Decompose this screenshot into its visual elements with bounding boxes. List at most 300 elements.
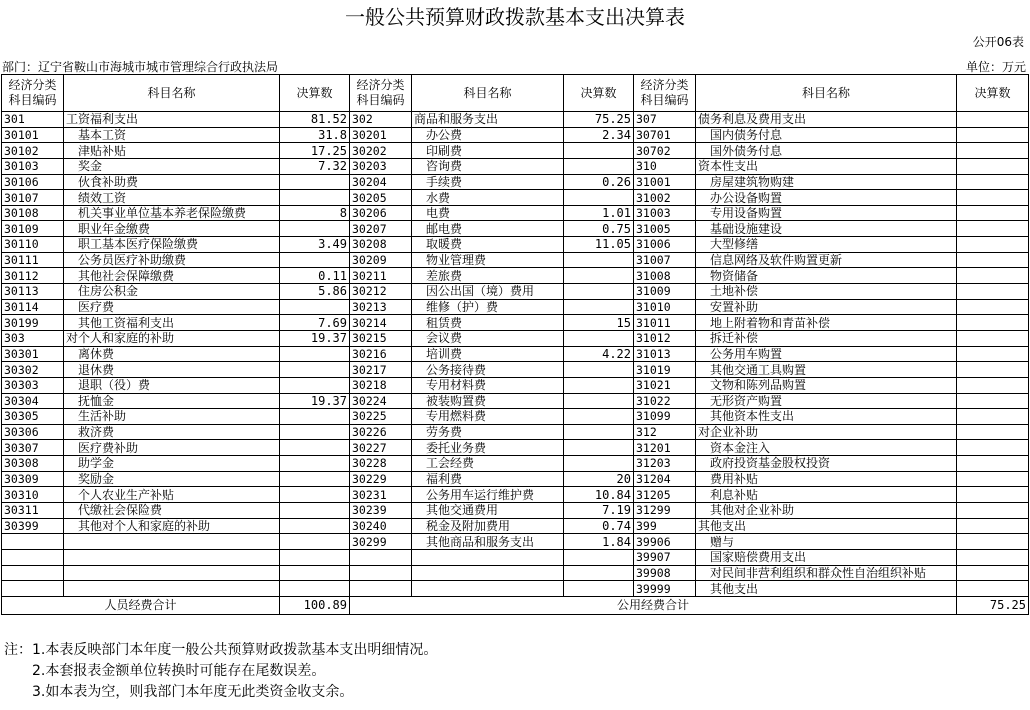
code-cell: 31203 bbox=[634, 456, 696, 472]
code-cell: 30101 bbox=[2, 127, 64, 143]
code-cell: 31010 bbox=[634, 299, 696, 315]
amount-cell: 19.37 bbox=[280, 330, 350, 346]
table-row bbox=[2, 299, 1029, 315]
table-row bbox=[2, 362, 1029, 378]
amount-cell bbox=[564, 143, 634, 159]
amount-cell: 75.25 bbox=[564, 112, 634, 128]
name-cell: 土地补偿 bbox=[696, 284, 957, 300]
name-cell: 福利费 bbox=[412, 471, 564, 487]
name-cell: 安置补助 bbox=[696, 299, 957, 315]
name-cell: 物资储备 bbox=[696, 268, 957, 284]
code-cell: 30213 bbox=[350, 299, 412, 315]
name-cell: 职工基本医疗保险缴费 bbox=[64, 237, 280, 253]
table-row bbox=[2, 471, 1029, 487]
name-cell bbox=[412, 565, 564, 581]
amount-cell bbox=[957, 456, 1029, 472]
name-cell: 政府投资基金股权投资 bbox=[696, 456, 957, 472]
code-cell: 31002 bbox=[634, 190, 696, 206]
table-row bbox=[2, 127, 1029, 143]
code-cell: 30103 bbox=[2, 158, 64, 174]
table-number: 公开06表 bbox=[972, 35, 1024, 49]
code-cell: 31205 bbox=[634, 487, 696, 503]
table-row bbox=[2, 158, 1029, 174]
table-row bbox=[2, 534, 1029, 550]
amount-cell bbox=[280, 503, 350, 519]
code-cell: 31009 bbox=[634, 284, 696, 300]
code-cell: 30240 bbox=[350, 518, 412, 534]
code-cell: 30239 bbox=[350, 503, 412, 519]
code-cell: 30211 bbox=[350, 268, 412, 284]
code-cell: 31201 bbox=[634, 440, 696, 456]
code-cell: 31299 bbox=[634, 503, 696, 519]
name-cell: 医疗费 bbox=[64, 299, 280, 315]
name-cell: 公务用车购置 bbox=[696, 346, 957, 362]
code-cell: 30399 bbox=[2, 518, 64, 534]
amount-cell bbox=[564, 268, 634, 284]
amount-cell bbox=[564, 549, 634, 565]
name-cell: 基本工资 bbox=[64, 127, 280, 143]
table-row bbox=[2, 487, 1029, 503]
public-total-value: 75.25 bbox=[957, 596, 1029, 614]
code-cell: 39908 bbox=[634, 565, 696, 581]
amount-cell bbox=[280, 377, 350, 393]
amount-cell: 19.37 bbox=[280, 393, 350, 409]
name-cell: 房屋建筑物购建 bbox=[696, 174, 957, 190]
amount-cell bbox=[957, 549, 1029, 565]
amount-cell: 0.11 bbox=[280, 268, 350, 284]
name-cell: 其他商品和服务支出 bbox=[412, 534, 564, 550]
amount-cell bbox=[564, 158, 634, 174]
code-cell: 301 bbox=[2, 112, 64, 128]
amount-cell bbox=[280, 471, 350, 487]
name-cell: 邮电费 bbox=[412, 221, 564, 237]
amount-cell bbox=[280, 346, 350, 362]
code-cell: 30299 bbox=[350, 534, 412, 550]
amount-cell: 10.84 bbox=[564, 487, 634, 503]
notes bbox=[4, 640, 437, 703]
code-cell: 30110 bbox=[2, 237, 64, 253]
name-cell: 专用材料费 bbox=[412, 377, 564, 393]
name-cell: 机关事业单位基本养老保险缴费 bbox=[64, 205, 280, 221]
name-cell: 被装购置费 bbox=[412, 393, 564, 409]
name-cell: 债务利息及费用支出 bbox=[696, 112, 957, 128]
name-cell: 津贴补贴 bbox=[64, 143, 280, 159]
code-cell: 39999 bbox=[634, 581, 696, 597]
name-cell: 离休费 bbox=[64, 346, 280, 362]
amount-cell bbox=[280, 409, 350, 425]
table-row bbox=[2, 205, 1029, 221]
amount-cell: 7.32 bbox=[280, 158, 350, 174]
amount-cell bbox=[957, 393, 1029, 409]
amount-cell: 7.69 bbox=[280, 315, 350, 331]
amount-cell bbox=[564, 409, 634, 425]
code-cell: 30113 bbox=[2, 284, 64, 300]
table-row bbox=[2, 112, 1029, 128]
amount-cell bbox=[957, 424, 1029, 440]
amount-cell bbox=[280, 565, 350, 581]
name-cell: 手续费 bbox=[412, 174, 564, 190]
amount-cell: 1.01 bbox=[564, 205, 634, 221]
amount-cell bbox=[957, 252, 1029, 268]
name-cell bbox=[64, 534, 280, 550]
code-cell: 30201 bbox=[350, 127, 412, 143]
amount-cell bbox=[564, 330, 634, 346]
amount-cell bbox=[564, 362, 634, 378]
code-cell bbox=[2, 549, 64, 565]
personnel-total-value: 100.89 bbox=[280, 596, 350, 614]
name-cell: 利息补贴 bbox=[696, 487, 957, 503]
totals-row bbox=[2, 596, 1029, 614]
name-cell: 其他支出 bbox=[696, 581, 957, 597]
header-name: 科目名称 bbox=[412, 75, 564, 112]
amount-cell bbox=[564, 440, 634, 456]
amount-cell bbox=[957, 112, 1029, 128]
code-cell: 307 bbox=[634, 112, 696, 128]
code-cell: 31001 bbox=[634, 174, 696, 190]
code-cell bbox=[350, 565, 412, 581]
name-cell: 税金及附加费用 bbox=[412, 518, 564, 534]
table-row bbox=[2, 393, 1029, 409]
code-cell: 30228 bbox=[350, 456, 412, 472]
amount-cell bbox=[957, 127, 1029, 143]
amount-cell bbox=[564, 581, 634, 597]
code-cell: 30203 bbox=[350, 158, 412, 174]
department-label: 部门：辽宁省鞍山市海城市城市管理综合行政执法局 bbox=[2, 60, 279, 74]
code-cell: 30215 bbox=[350, 330, 412, 346]
code-cell: 30301 bbox=[2, 346, 64, 362]
table-row bbox=[2, 346, 1029, 362]
code-cell: 31008 bbox=[634, 268, 696, 284]
header-code: 经济分类科目编码 bbox=[350, 75, 412, 112]
code-cell: 399 bbox=[634, 518, 696, 534]
header-amount: 决算数 bbox=[957, 75, 1029, 112]
code-cell: 30199 bbox=[2, 315, 64, 331]
code-cell: 30305 bbox=[2, 409, 64, 425]
name-cell: 大型修缮 bbox=[696, 237, 957, 253]
amount-cell: 0.74 bbox=[564, 518, 634, 534]
name-cell: 抚恤金 bbox=[64, 393, 280, 409]
name-cell: 培训费 bbox=[412, 346, 564, 362]
code-cell: 30227 bbox=[350, 440, 412, 456]
name-cell: 其他支出 bbox=[696, 518, 957, 534]
code-cell: 310 bbox=[634, 158, 696, 174]
amount-cell bbox=[280, 190, 350, 206]
table-row bbox=[2, 143, 1029, 159]
amount-cell: 31.8 bbox=[280, 127, 350, 143]
name-cell: 奖金 bbox=[64, 158, 280, 174]
name-cell: 差旅费 bbox=[412, 268, 564, 284]
amount-cell bbox=[280, 299, 350, 315]
amount-cell: 3.49 bbox=[280, 237, 350, 253]
name-cell: 其他对个人和家庭的补助 bbox=[64, 518, 280, 534]
code-cell: 30107 bbox=[2, 190, 64, 206]
code-cell: 30225 bbox=[350, 409, 412, 425]
amount-cell bbox=[957, 330, 1029, 346]
code-cell bbox=[2, 534, 64, 550]
amount-cell bbox=[957, 377, 1029, 393]
name-cell: 对企业补助 bbox=[696, 424, 957, 440]
amount-cell: 11.05 bbox=[564, 237, 634, 253]
code-cell: 30309 bbox=[2, 471, 64, 487]
code-cell: 30209 bbox=[350, 252, 412, 268]
header-amount: 决算数 bbox=[564, 75, 634, 112]
name-cell bbox=[412, 581, 564, 597]
code-cell: 30112 bbox=[2, 268, 64, 284]
code-cell: 30302 bbox=[2, 362, 64, 378]
amount-cell: 2.34 bbox=[564, 127, 634, 143]
amount-cell bbox=[957, 268, 1029, 284]
name-cell: 无形资产购置 bbox=[696, 393, 957, 409]
amount-cell bbox=[957, 205, 1029, 221]
amount-cell bbox=[957, 440, 1029, 456]
code-cell: 31011 bbox=[634, 315, 696, 331]
code-cell: 30111 bbox=[2, 252, 64, 268]
name-cell: 退职（役）费 bbox=[64, 377, 280, 393]
name-cell: 奖励金 bbox=[64, 471, 280, 487]
code-cell: 30226 bbox=[350, 424, 412, 440]
amount-cell bbox=[280, 581, 350, 597]
amount-cell bbox=[957, 581, 1029, 597]
code-cell: 30229 bbox=[350, 471, 412, 487]
amount-cell bbox=[564, 393, 634, 409]
name-cell: 其他交通工具购置 bbox=[696, 362, 957, 378]
name-cell: 代缴社会保险费 bbox=[64, 503, 280, 519]
name-cell: 公务接待费 bbox=[412, 362, 564, 378]
table-row bbox=[2, 252, 1029, 268]
amount-cell: 7.19 bbox=[564, 503, 634, 519]
name-cell: 工会经费 bbox=[412, 456, 564, 472]
table-row bbox=[2, 440, 1029, 456]
note-line: 2.本套报表金额单位转换时可能存在尾数误差。 bbox=[32, 663, 326, 679]
table-row bbox=[2, 565, 1029, 581]
name-cell: 赠与 bbox=[696, 534, 957, 550]
name-cell: 资本金注入 bbox=[696, 440, 957, 456]
code-cell: 31021 bbox=[634, 377, 696, 393]
name-cell: 维修（护）费 bbox=[412, 299, 564, 315]
code-cell: 30114 bbox=[2, 299, 64, 315]
name-cell: 专用设备购置 bbox=[696, 205, 957, 221]
code-cell bbox=[350, 581, 412, 597]
amount-cell bbox=[564, 299, 634, 315]
name-cell: 个人农业生产补贴 bbox=[64, 487, 280, 503]
name-cell bbox=[64, 549, 280, 565]
code-cell: 30224 bbox=[350, 393, 412, 409]
amount-cell bbox=[957, 174, 1029, 190]
amount-cell bbox=[957, 487, 1029, 503]
table-row bbox=[2, 377, 1029, 393]
amount-cell bbox=[957, 346, 1029, 362]
name-cell: 基础设施建设 bbox=[696, 221, 957, 237]
name-cell: 国家赔偿费用支出 bbox=[696, 549, 957, 565]
code-cell: 30205 bbox=[350, 190, 412, 206]
code-cell: 30109 bbox=[2, 221, 64, 237]
name-cell: 绩效工资 bbox=[64, 190, 280, 206]
name-cell: 职业年金缴费 bbox=[64, 221, 280, 237]
amount-cell bbox=[957, 143, 1029, 159]
name-cell: 取暖费 bbox=[412, 237, 564, 253]
name-cell: 会议费 bbox=[412, 330, 564, 346]
name-cell: 水费 bbox=[412, 190, 564, 206]
code-cell: 30310 bbox=[2, 487, 64, 503]
amount-cell bbox=[564, 190, 634, 206]
table-row bbox=[2, 581, 1029, 597]
amount-cell: 81.52 bbox=[280, 112, 350, 128]
name-cell: 因公出国（境）费用 bbox=[412, 284, 564, 300]
amount-cell bbox=[957, 190, 1029, 206]
table-row bbox=[2, 284, 1029, 300]
code-cell: 30304 bbox=[2, 393, 64, 409]
amount-cell bbox=[957, 518, 1029, 534]
code-cell: 39907 bbox=[634, 549, 696, 565]
amount-cell bbox=[280, 174, 350, 190]
header-code: 经济分类科目编码 bbox=[2, 75, 64, 112]
amount-cell: 8 bbox=[280, 205, 350, 221]
code-cell: 31019 bbox=[634, 362, 696, 378]
name-cell: 拆迁补偿 bbox=[696, 330, 957, 346]
code-cell: 30206 bbox=[350, 205, 412, 221]
code-cell bbox=[350, 549, 412, 565]
amount-cell bbox=[280, 252, 350, 268]
name-cell: 地上附着物和青苗补偿 bbox=[696, 315, 957, 331]
table-row bbox=[2, 330, 1029, 346]
code-cell: 30308 bbox=[2, 456, 64, 472]
amount-cell: 20 bbox=[564, 471, 634, 487]
note-line: 3.如本表为空，则我部门本年度无此类资金收支余。 bbox=[32, 684, 354, 700]
amount-cell bbox=[280, 362, 350, 378]
code-cell: 31003 bbox=[634, 205, 696, 221]
name-cell: 救济费 bbox=[64, 424, 280, 440]
amount-cell bbox=[280, 456, 350, 472]
table-row bbox=[2, 174, 1029, 190]
name-cell: 劳务费 bbox=[412, 424, 564, 440]
table-row bbox=[2, 549, 1029, 565]
amount-cell bbox=[957, 409, 1029, 425]
table-row bbox=[2, 424, 1029, 440]
amount-cell: 0.26 bbox=[564, 174, 634, 190]
code-cell: 30303 bbox=[2, 377, 64, 393]
name-cell bbox=[64, 565, 280, 581]
name-cell: 费用补贴 bbox=[696, 471, 957, 487]
amount-cell bbox=[280, 534, 350, 550]
table-row bbox=[2, 456, 1029, 472]
name-cell: 伙食补助费 bbox=[64, 174, 280, 190]
name-cell: 委托业务费 bbox=[412, 440, 564, 456]
code-cell: 30214 bbox=[350, 315, 412, 331]
code-cell: 30218 bbox=[350, 377, 412, 393]
name-cell: 退休费 bbox=[64, 362, 280, 378]
name-cell: 其他工资福利支出 bbox=[64, 315, 280, 331]
name-cell: 办公设备购置 bbox=[696, 190, 957, 206]
amount-cell bbox=[957, 503, 1029, 519]
code-cell: 30108 bbox=[2, 205, 64, 221]
header-code: 经济分类科目编码 bbox=[634, 75, 696, 112]
amount-cell bbox=[957, 284, 1029, 300]
amount-cell bbox=[564, 377, 634, 393]
amount-cell bbox=[564, 565, 634, 581]
amount-cell bbox=[280, 221, 350, 237]
name-cell: 公务员医疗补助缴费 bbox=[64, 252, 280, 268]
name-cell: 其他对企业补助 bbox=[696, 503, 957, 519]
table-row bbox=[2, 190, 1029, 206]
name-cell: 信息网络及软件购置更新 bbox=[696, 252, 957, 268]
code-cell: 31012 bbox=[634, 330, 696, 346]
amount-cell bbox=[280, 487, 350, 503]
amount-cell bbox=[957, 221, 1029, 237]
table-row bbox=[2, 315, 1029, 331]
amount-cell: 1.84 bbox=[564, 534, 634, 550]
name-cell: 生活补助 bbox=[64, 409, 280, 425]
amount-cell: 4.22 bbox=[564, 346, 634, 362]
name-cell: 其他资本性支出 bbox=[696, 409, 957, 425]
code-cell: 39906 bbox=[634, 534, 696, 550]
name-cell: 助学金 bbox=[64, 456, 280, 472]
code-cell: 31006 bbox=[634, 237, 696, 253]
code-cell: 31007 bbox=[634, 252, 696, 268]
amount-cell bbox=[280, 518, 350, 534]
name-cell: 对个人和家庭的补助 bbox=[64, 330, 280, 346]
amount-cell bbox=[957, 534, 1029, 550]
code-cell: 30311 bbox=[2, 503, 64, 519]
code-cell: 30701 bbox=[634, 127, 696, 143]
code-cell: 31013 bbox=[634, 346, 696, 362]
amount-cell bbox=[564, 252, 634, 268]
amount-cell bbox=[957, 315, 1029, 331]
code-cell: 312 bbox=[634, 424, 696, 440]
name-cell: 国外债务付息 bbox=[696, 143, 957, 159]
table-row bbox=[2, 409, 1029, 425]
header-row bbox=[2, 75, 1029, 112]
name-cell: 住房公积金 bbox=[64, 284, 280, 300]
name-cell bbox=[64, 581, 280, 597]
amount-cell bbox=[280, 440, 350, 456]
code-cell: 30106 bbox=[2, 174, 64, 190]
amount-cell: 0.75 bbox=[564, 221, 634, 237]
table-row bbox=[2, 268, 1029, 284]
name-cell: 咨询费 bbox=[412, 158, 564, 174]
name-cell: 文物和陈列品购置 bbox=[696, 377, 957, 393]
code-cell: 302 bbox=[350, 112, 412, 128]
header-name: 科目名称 bbox=[696, 75, 957, 112]
amount-cell bbox=[564, 456, 634, 472]
code-cell: 31099 bbox=[634, 409, 696, 425]
name-cell: 对民间非营利组织和群众性自治组织补贴 bbox=[696, 565, 957, 581]
name-cell: 其他社会保障缴费 bbox=[64, 268, 280, 284]
expenditure-table bbox=[1, 74, 1029, 615]
code-cell: 30102 bbox=[2, 143, 64, 159]
code-cell: 30217 bbox=[350, 362, 412, 378]
header-amount: 决算数 bbox=[280, 75, 350, 112]
name-cell: 公务用车运行维护费 bbox=[412, 487, 564, 503]
code-cell bbox=[2, 581, 64, 597]
name-cell bbox=[412, 549, 564, 565]
personnel-total-label: 人员经费合计 bbox=[2, 596, 280, 614]
amount-cell bbox=[957, 237, 1029, 253]
code-cell: 30208 bbox=[350, 237, 412, 253]
name-cell: 工资福利支出 bbox=[64, 112, 280, 128]
amount-cell: 15 bbox=[564, 315, 634, 331]
table-row bbox=[2, 503, 1029, 519]
name-cell: 国内债务付息 bbox=[696, 127, 957, 143]
public-total-label: 公用经费合计 bbox=[350, 596, 957, 614]
name-cell: 物业管理费 bbox=[412, 252, 564, 268]
name-cell: 资本性支出 bbox=[696, 158, 957, 174]
code-cell: 31204 bbox=[634, 471, 696, 487]
code-cell bbox=[2, 565, 64, 581]
amount-cell bbox=[957, 362, 1029, 378]
code-cell: 30307 bbox=[2, 440, 64, 456]
amount-cell bbox=[957, 299, 1029, 315]
name-cell: 其他交通费用 bbox=[412, 503, 564, 519]
